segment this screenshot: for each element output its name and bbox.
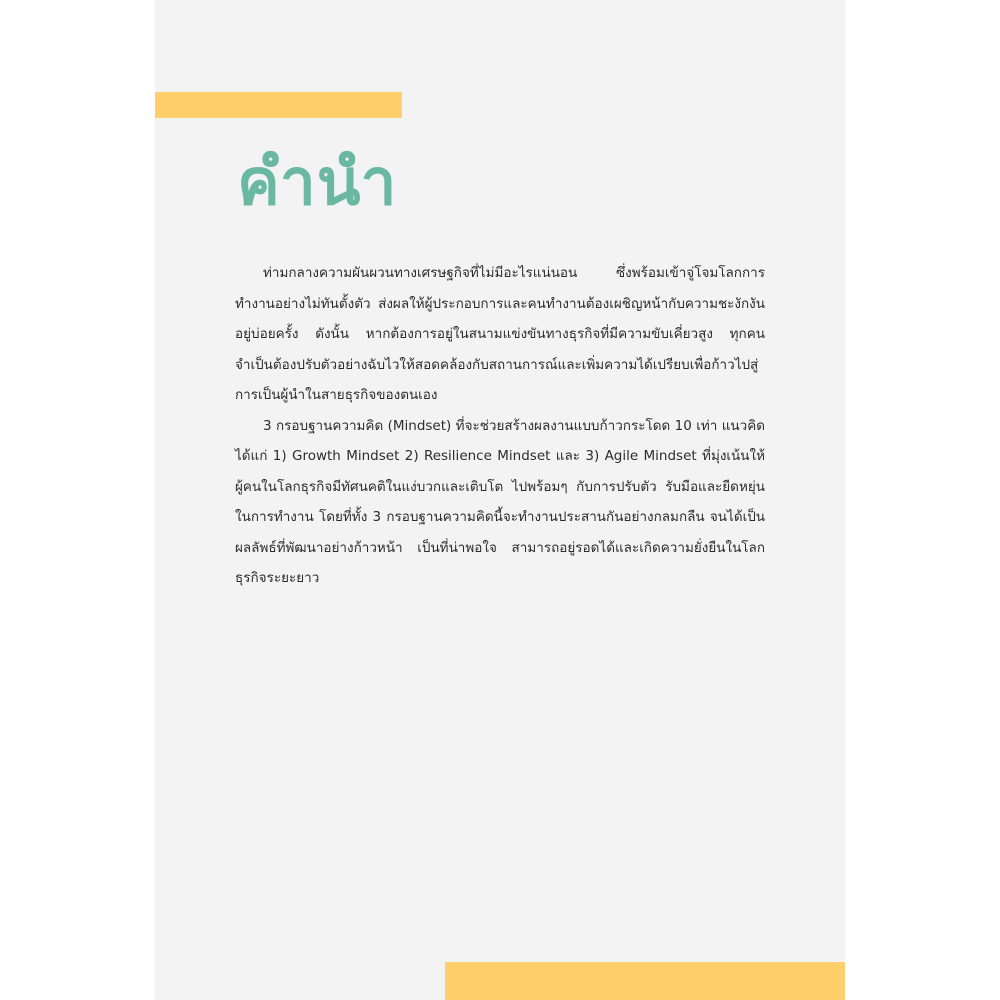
top-accent-bar xyxy=(155,92,402,118)
paragraph-2: 3 กรอบฐานความคิด (Mindset) ที่จะช่วยสร้างผลงานแบบก้าวกระโดด 10 เท่า แนวคิด ได้แก่ 1) Growth Mindset 2) Resilience Mindset และ 3) Agile Mindset ที่มุ่งเน้นให้ผู้คนในโลกธุรกิจมีทัศนคติในแง่บวกและเติบโต ไปพร้อมๆ กับการปรับตัว รับมือและยืดหยุ่นในการทำงาน โดยที่ทั้ง 3 กรอบฐานความคิดนี้จะทำงานประสานกันอย่างกลมกลืน จนได้เป็นผลลัพธ์ที่พัฒนาอย่างก้าวหน้า เป็นที่น่าพอใจ สามารถอยู่รอดได้และเกิดความยั่งยืนในโลกธุรกิจระยะยาว xyxy=(235,417,765,586)
preface-body xyxy=(235,258,765,594)
page-title: คำนำ xyxy=(237,146,398,220)
document-page xyxy=(155,0,845,1000)
bottom-accent-bar xyxy=(445,962,845,1000)
paragraph-1: ท่ามกลางความผันผวนทางเศรษฐกิจที่ไม่มีอะไรแน่นอน ซึ่งพร้อมเข้าจู่โจมโลกการทำงานอย่างไม่ทันตั้งตัว ส่งผลให้ผู้ประกอบการและคนทำงานต้องเผชิญหน้ากับความชะงักงันอยู่บ่อยครั้ง ดังนั้น หากต้องการอยู่ในสนามแข่งขันทางธุรกิจที่มีความขับเคี่ยวสูง ทุกคนจำเป็นต้องปรับตัวอย่างฉับไวให้สอดคล้องกับสถานการณ์และเพิ่มความได้เปรียบเพื่อก้าวไปสู่การเป็นผู้นำในสายธุรกิจของตนเอง xyxy=(235,265,765,403)
